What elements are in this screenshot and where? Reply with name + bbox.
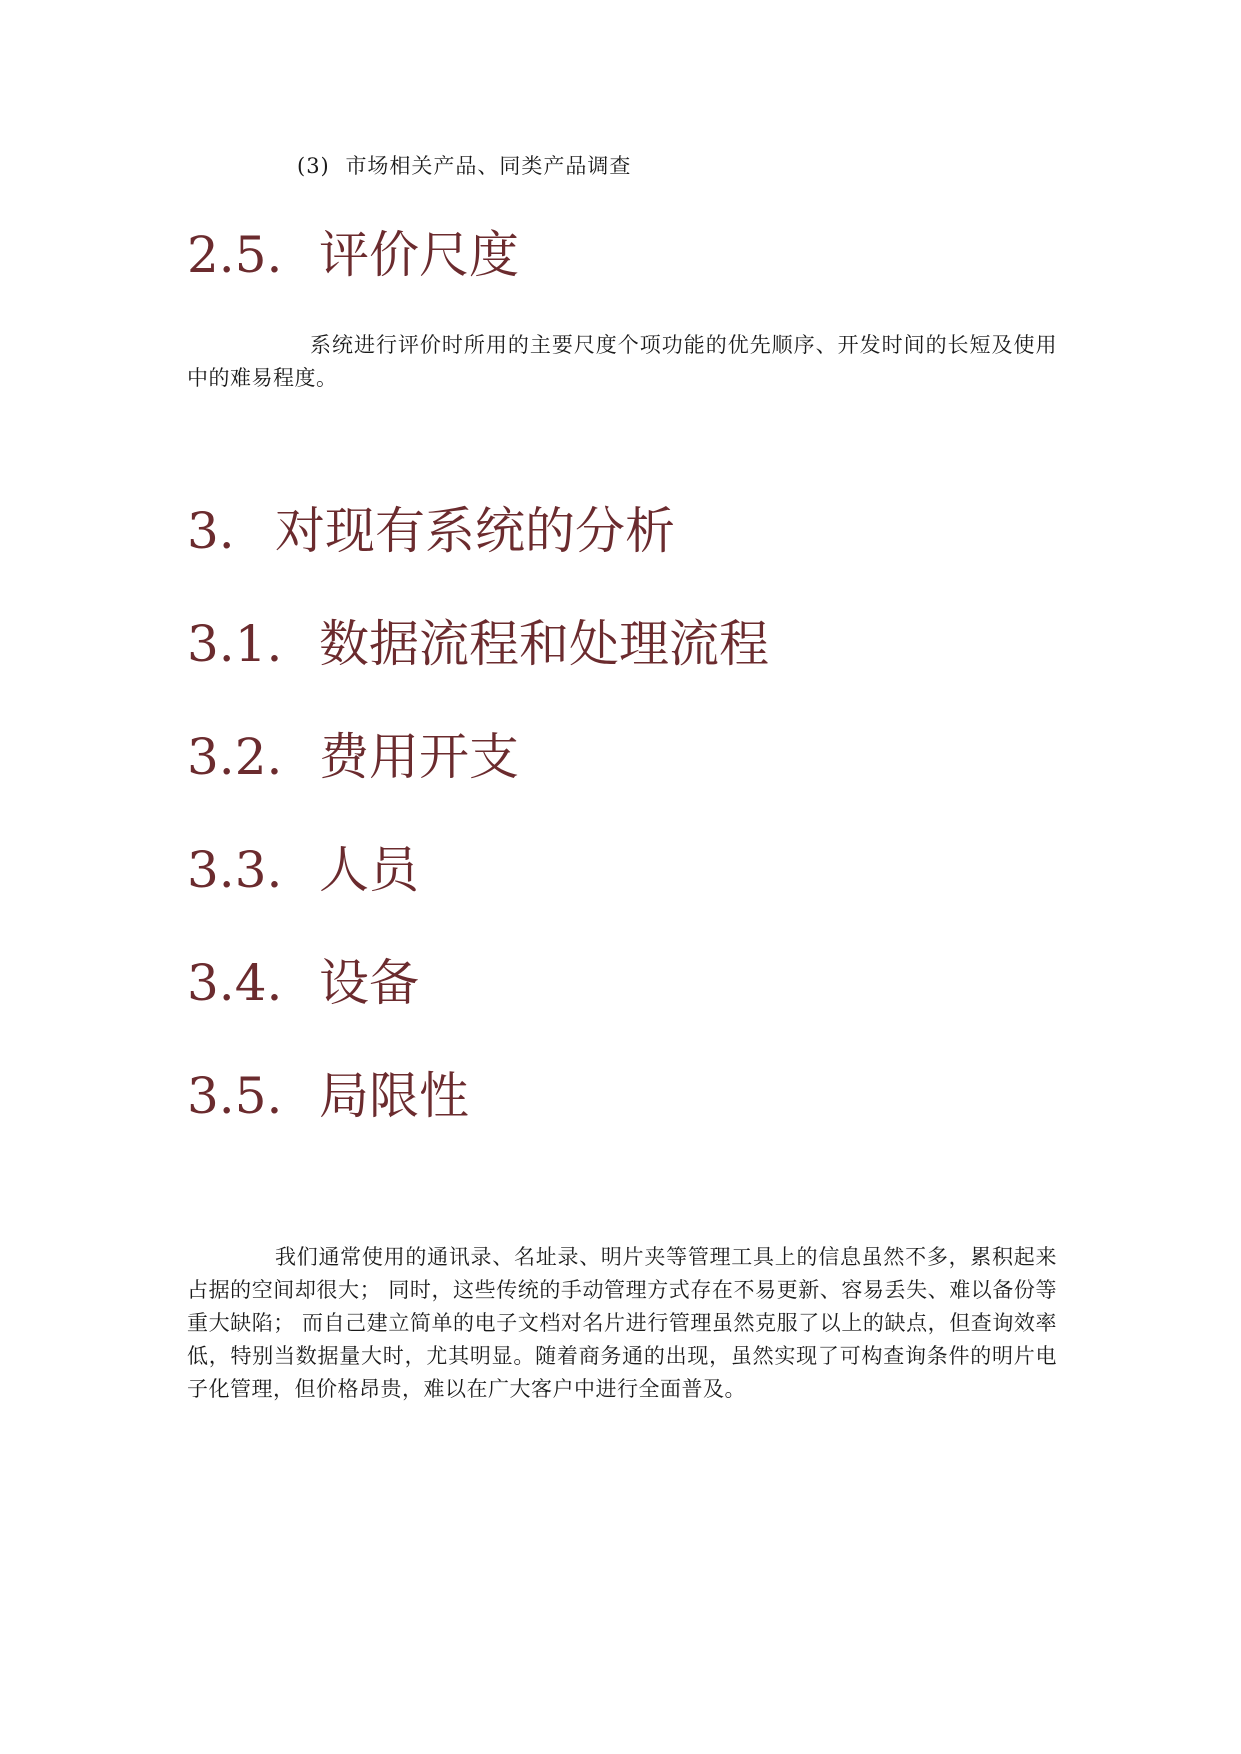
heading-number: 2.5. [187,226,283,284]
heading-title: 对现有系统的分析 [275,502,675,560]
heading-title: 设备 [319,954,419,1012]
heading-number: 3.2. [187,728,283,786]
heading-3-4 [187,954,419,1012]
list-item-number: (3) [297,154,330,178]
heading-number: 3.3. [187,841,283,899]
paragraph-evaluation-criteria: 系统进行评价时所用的主要尺度个项功能的优先顺序、开发时间的长短及使用中的难易程度。 [187,333,1057,390]
list-item-text: 市场相关产品、同类产品调查 [345,154,632,178]
heading-3-5 [187,1067,469,1125]
heading-2-5 [187,226,519,284]
heading-number: 3.1. [187,615,283,673]
heading-3-3 [187,841,419,899]
heading-number: 3.5. [187,1067,283,1125]
heading-number: 3.4. [187,954,283,1012]
heading-number: 3. [187,502,235,560]
list-item-3 [297,150,631,180]
heading-3-2 [187,728,519,786]
paragraph-limitations: 我们通常使用的通讯录、名址录、明片夹等管理工具上的信息虽然不多，累积起来占据的空间却很大； 同时，这些传统的手动管理方式存在不易更新、容易丢失、难以备份等重大缺陷； 而自己建立简单的电子文档对名片进行管理虽然克服了以上的缺点，但查询效率低，特别当数据量大时，尤其明显。随着商务通的出现，虽然实现了可构查询条件的明片电子化管理，但价格昂贵，难以在广大客户中进行全面普及。 [187,1245,1057,1401]
heading-3-1 [187,615,769,673]
heading-title: 数据流程和处理流程 [319,615,769,673]
heading-title: 费用开支 [319,728,519,786]
heading-title: 局限性 [319,1067,469,1125]
heading-3 [187,502,675,560]
heading-title: 评价尺度 [319,226,519,284]
heading-title: 人员 [319,841,419,899]
